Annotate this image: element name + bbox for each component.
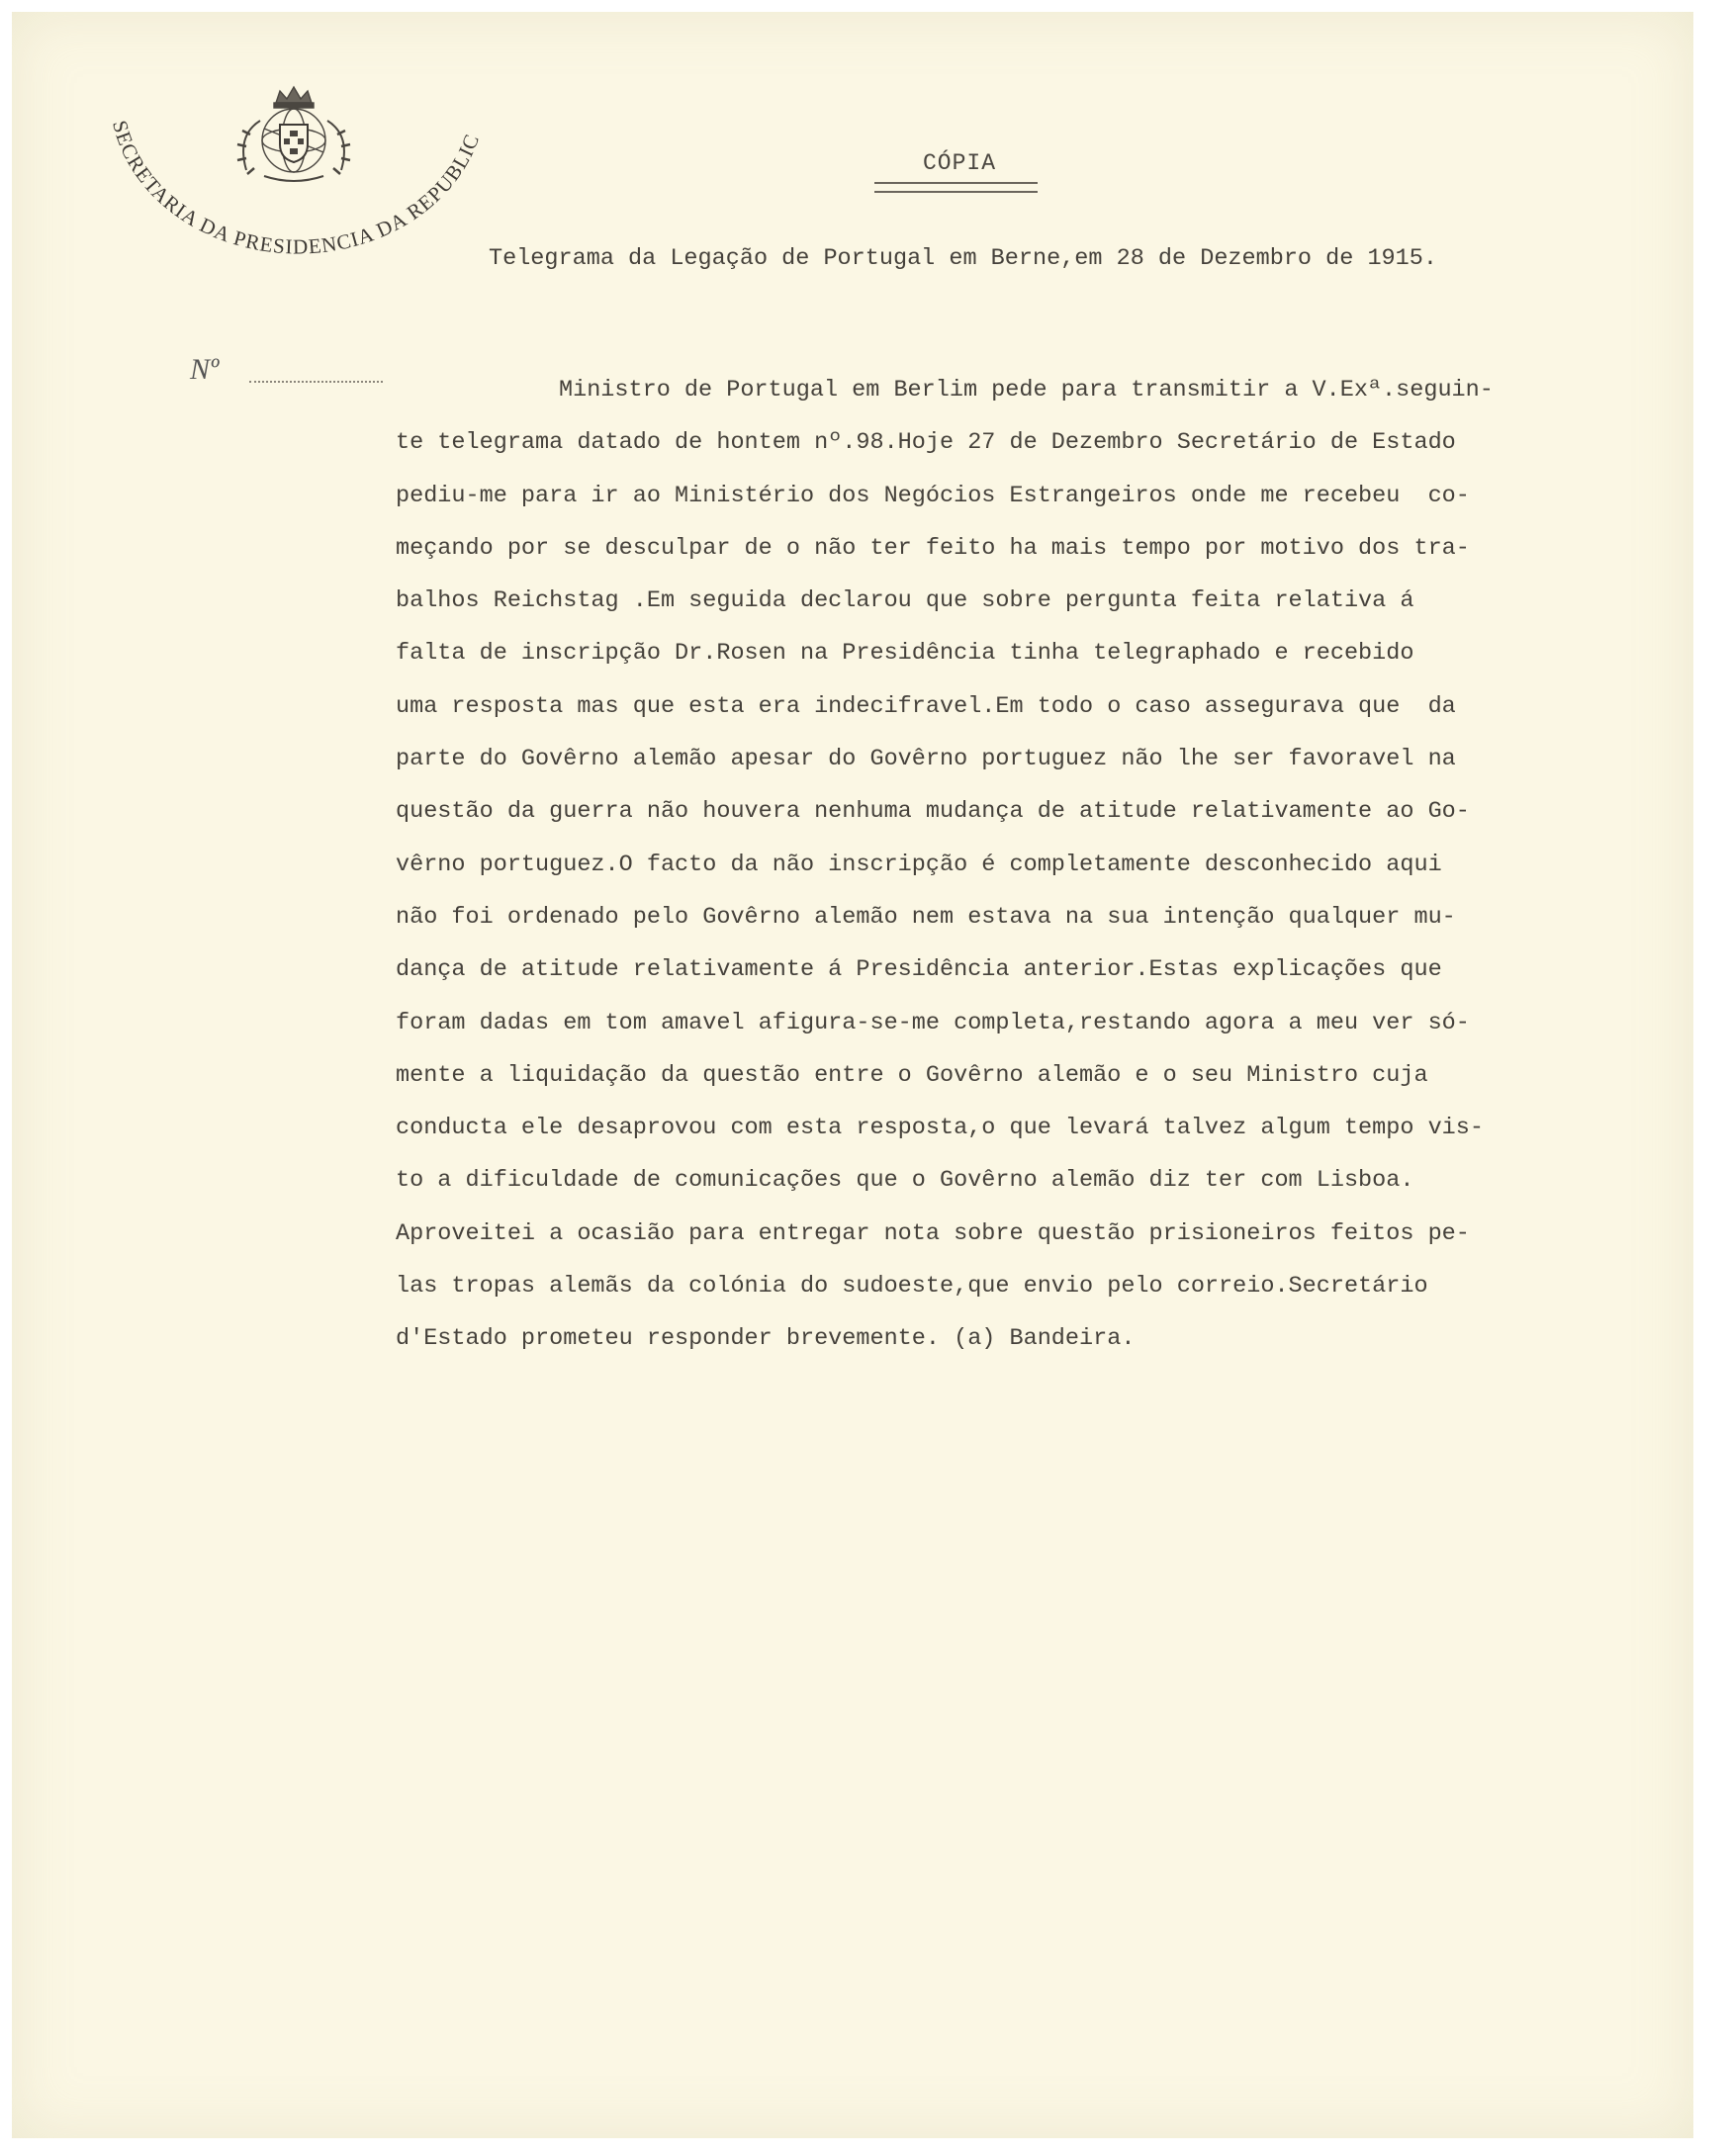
body-line: Aproveitei a ocasião para entregar nota sobre questão prisioneiros feitos pe-	[396, 1219, 1470, 1247]
body-line: uma resposta mas que esta era indecifravel.Em todo o caso assegurava que da	[396, 692, 1456, 720]
letterhead	[91, 81, 506, 289]
letterhead-arc-text: SECRETARIA DA PRESIDENCIA DA REPUBLIC	[108, 118, 485, 259]
body-line: dança de atitude relativamente á Presidência anterior.Estas explicações que	[396, 956, 1442, 984]
body-line: balhos Reichstag .Em seguida declarou que sobre pergunta feita relativa á	[396, 587, 1414, 615]
telegram-body	[396, 373, 1672, 1375]
document-number-field	[190, 353, 388, 393]
body-line: pediu-me para ir ao Ministério dos Negócios Estrangeiros onde me recebeu co-	[396, 482, 1470, 509]
body-line: to a dificuldade de comunicações que o Govêrno alemão diz ter com Lisboa.	[396, 1167, 1414, 1195]
body-line: foram dadas em tom amavel afigura-se-me completa,restando agora a meu ver só-	[396, 1009, 1470, 1036]
body-line: te telegrama datado de hontem nº.98.Hoje 27 de Dezembro Secretário de Estado	[396, 429, 1456, 457]
portuguese-coat-of-arms-icon	[237, 87, 350, 181]
number-label: Nº	[190, 353, 220, 386]
title-double-underline	[874, 182, 1038, 193]
number-dotted-line	[249, 381, 383, 383]
body-line: conducta ele desaprovou com esta resposta,o que levará talvez algum tempo vis-	[396, 1115, 1484, 1142]
body-line: mente a liquidação da questão entre o Govêrno alemão e o seu Ministro cuja	[396, 1061, 1428, 1089]
body-line: parte do Govêrno alemão apesar do Govêrno portuguez não lhe ser favoravel na	[396, 746, 1456, 773]
body-line: vêrno portuguez.O facto da não inscripção é completamente desconhecido aqui	[396, 851, 1442, 878]
body-line: não foi ordenado pelo Govêrno alemão nem estava na sua intenção qualquer mu-	[396, 903, 1456, 931]
body-line: meçando por se desculpar de o não ter feito ha mais tempo por motivo dos tra-	[396, 534, 1470, 562]
body-line: las tropas alemãs da colónia do sudoeste,que envio pelo correio.Secretário	[396, 1273, 1428, 1301]
letterhead-seal	[91, 81, 506, 289]
body-line: falta de inscripção Dr.Rosen na Presidência tinha telegraphado e recebido	[396, 640, 1414, 668]
body-line: d'Estado prometeu responder brevemente. (a) Bandeira.	[396, 1325, 1136, 1353]
document-page	[12, 12, 1693, 2138]
telegram-subtitle: Telegrama da Legação de Portugal em Berne,em 28 de Dezembro de 1915.	[489, 245, 1437, 272]
page-title: CÓPIA	[922, 150, 996, 176]
body-line: questão da guerra não houvera nenhuma mudança de atitude relativamente ao Go-	[396, 798, 1470, 826]
body-line: Ministro de Portugal em Berlim pede para transmitir a V.Exª.seguin-	[559, 377, 1494, 404]
